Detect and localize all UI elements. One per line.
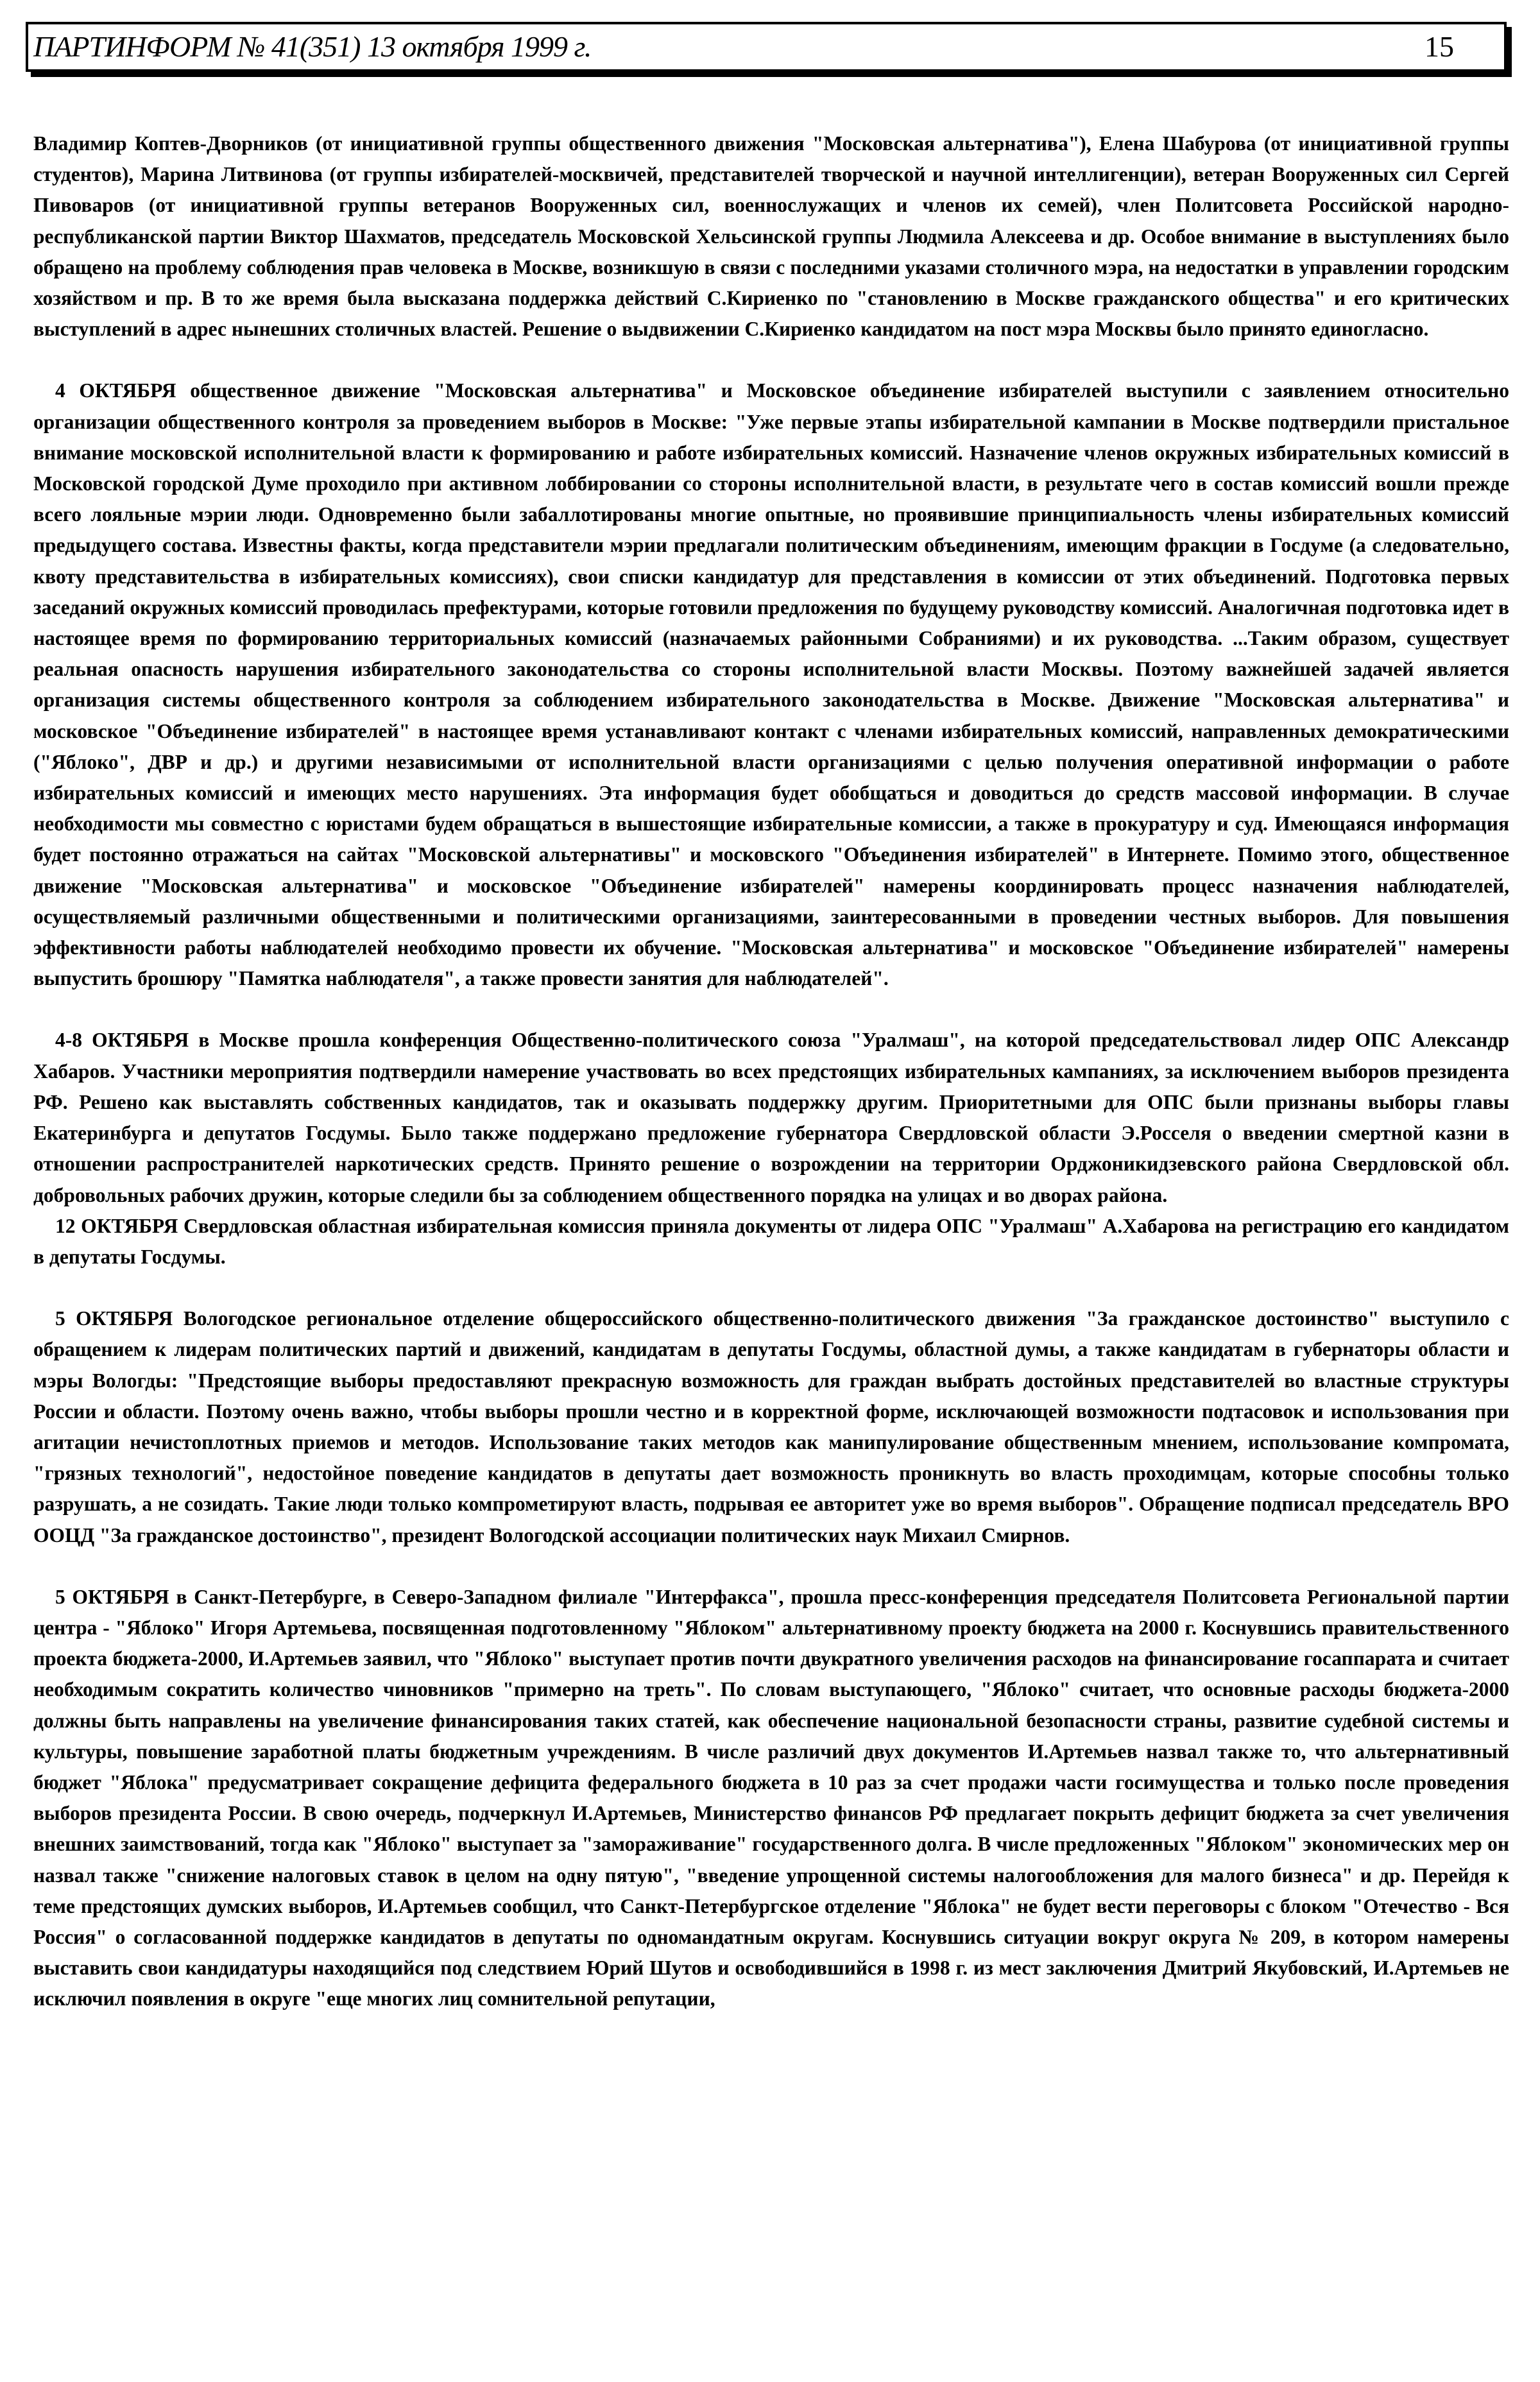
- paragraph-candidates: Владимир Коптев-Дворников (от инициативной группы общественного движения "Московская альтернатива"), Елена Шабурова (от инициативной группы студентов), Марина Литвинова (от группы избирателей-москвичей, представителей творческой и научной интеллигенции), ветеран Вооруженных сил Сергей Пивоваров (от инициативной группы ветеранов Вооруженных сил, военнослужащих и членов их семей), член Политсовета Российской народно-республиканской партии Виктор Шахматов, председатель Московской Хельсинской группы Людмила Алексеева и др. Особое внимание в выступлениях было обращено на проблему соблюдения прав человека в Москве, возникшую в связи с последними указами столичного мэра, на недостатки в управлении городским хозяйством и пр. В то же время была высказана поддержка действий С.Кириенко по "становлению в Москве гражданского общества" и его критических выступлений в адрес нынешних столичных властей. Решение о выдвижении С.Кириенко кандидатом на пост мэра Москвы было принято единогласно.: [33, 132, 1509, 341]
- paragraph-oct5-vologda: 5 ОКТЯБРЯ Вологодское региональное отделение общероссийского общественно-политического движения "За гражданское достоинство" выступило с обращением к лидерам политических партий и движений, кандидатам в депутаты Госдумы, областной думы, а также кандидатам в губернаторы области и мэры Вологды: "Предстоящие выборы предоставляют прекрасную возможность для граждан выбрать достойных представителей во властные структуры России и области. Поэтому очень важно, чтобы выборы прошли честно и в корректной форме, исключающей возможности подтасовок и использования при агитации нечистоплотных приемов и методов. Использование таких методов как манипулирование общественным мнением, использование компромата, "грязных технологий", недостойное поведение кандидатов в депутаты дает возможность проникнуть во власть проходимцам, которые способны только разрушать, а не созидать. Такие люди только компрометируют власть, подрывая ее авторитет уже во время выборов". Обращение подписал председатель ВРО ООЦД "За гражданское достоинство", президент Вологодской ассоциации политических наук Михаил Смирнов.: [33, 1307, 1509, 1547]
- paragraph-oct4-moscow-alternative: 4 ОКТЯБРЯ общественное движение "Московская альтернатива" и Московское объединение избирателей выступили с заявлением относительно организации общественного контроля за проведением выборов в Москве: "Уже первые этапы избирательной кампании в Москве подтвердили пристальное внимание московской исполнительной власти к формированию и работе избирательных комиссий. Назначение членов окружных избирательных комиссий в Московской городской Думе проходило при активном лоббировании со стороны исполнительной власти, в результате чего в состав комиссий вошли прежде всего лояльные мэрии люди. Одновременно были забаллотированы многие опытные, но проявившие принципиальность члены избирательных комиссий предыдущего состава. Известны факты, когда представители мэрии предлагали политическим объединениям, имеющим фракции в Госдуме (а следовательно, квоту представительства в избирательных комиссиях), свои списки кандидатур для представления в комиссии от этих объединений. Подготовка первых заседаний окружных комиссий проводилась префектурами, которые готовили предложения по будущему руководству комиссий. Аналогичная подготовка идет в настоящее время по формированию территориальных комиссий (назначаемых районными Собраниями) и их руководства. ...Таким образом, существует реальная опасность нарушения избирательного законодательства со стороны исполнительной власти Москвы. Поэтому важнейшей задачей является организация системы общественного контроля за соблюдением избирательного законодательства в Москве. Движение "Московская альтернатива" и московское "Объединение избирателей" в настоящее время устанавливают контакт с членами избирательных комиссий, направленных демократическими ("Яблоко", ДВР и др.) и другими независимыми от исполнительной власти организациями с целью получения оперативной информации о работе избирательных комиссий и имеющих место нарушениях. Эта информация будет обобщаться и доводиться до средств массовой информации. В случае необходимости мы совместно с юристами будем обращаться в вышестоящие избирательные комиссии, а также в прокуратуру и суд. Имеющаяся информация будет постоянно отражаться на сайтах "Московской альтернативы" и московского "Объединения избирателей" в Интернете. Помимо этого, общественное движение "Московская альтернатива" и московское "Объединение избирателей" намерены координировать процесс назначения наблюдателей, осуществляемый различными общественными и политическими организациями, заинтересованными в проведении честных выборов. Для повышения эффективности работы наблюдателей необходимо провести их обучение. "Московская альтернатива" и московское "Объединение избирателей" намерены выпустить брошюру "Памятка наблюдателя", а также провести занятия для наблюдателей".: [33, 379, 1509, 990]
- page-number: 15: [1425, 30, 1454, 63]
- paragraph-oct5-yabloko: 5 ОКТЯБРЯ в Санкт-Петербурге, в Северо-Западном филиале "Интерфакса", прошла пресс-конференция председателя Политсовета Региональной партии центра - "Яблоко" Игоря Артемьева, посвященная подготовленному "Яблоком" альтернативному проекту бюджета на 2000 г. Коснувшись правительственного проекта бюджета-2000, И.Артемьев заявил, что "Яблоко" выступает против почти двукратного увеличения расходов на финансирование госаппарата и считает необходимым сократить количество чиновников "примерно на треть". По словам выступающего, "Яблоко" считает, что основные расходы бюджета-2000 должны быть направлены на увеличение финансирования таких статей, как обеспечение национальной безопасности страны, развитие судебной системы и культуры, повышение заработной платы бюджетным учреждениям. В числе различий двух документов И.Артемьев назвал также то, что альтернативный бюджет "Яблока" предусматривает сокращение дефицита федерального бюджета в 10 раз за счет продажи части госимущества и только после проведения выборов президента России. В свою очередь, подчеркнул И.Артемьев, Министерство финансов РФ предлагает покрыть дефицит бюджета за счет увеличения внешних заимствований, тогда как "Яблоко" выступает за "замораживание" государственного долга. В числе предложенных "Яблоком" экономических мер он назвал также "снижение налоговых ставок в целом на одну пятую", "введение упрощенной системы налогообложения для малого бизнеса" и др. Перейдя к теме предстоящих думских выборов, И.Артемьев сообщил, что Санкт-Петербургское отделение "Яблока" не будет вести переговоры с блоком "Отечество - Вся Россия" о согласованной поддержке кандидатов в депутаты по одномандатным округам. Коснувшись ситуации вокруг округа № 209, в котором намерены выставить свои кандидатуры находящийся под следствием Юрий Шутов и освободившийся в 1998 г. из мест заключения Дмитрий Якубовский, И.Артемьев не исключил появления в округе "еще многих лиц сомнительной репутации,: [33, 1585, 1509, 2010]
- paragraph-oct4-8-uralmash: 4-8 ОКТЯБРЯ в Москве прошла конференция Общественно-политического союза "Уралмаш", на которой председательствовал лидер ОПС Александр Хабаров. Участники мероприятия подтвердили намерение участвовать во всех предстоящих избирательных кампаниях, за исключением выборов президента РФ. Решено как выставлять собственных кандидатов, так и оказывать поддержку другим. Приоритетными для ОПС были признаны выборы главы Екатеринбурга и депутатов Госдумы. Было также поддержано предложение губернатора Свердловской области Э.Росселя о введении смертной казни в отношении распространителей наркотических средств. Принято решение о возрождении на территории Орджоникидзевского района Свердловской обл. добровольных рабочих дружин, которые следили бы за соблюдением общественного порядка на улицах и во дворах района.: [33, 1029, 1509, 1206]
- article-body: [33, 128, 1509, 2015]
- paragraph-oct12-registration: 12 ОКТЯБРЯ Свердловская областная избирательная комиссия приняла документы от лидера ОПС "Уралмаш" А.Хабарова на регистрацию его кандидатом в депутаты Госдумы.: [33, 1214, 1509, 1268]
- publication-title: ПАРТИНФОРМ № 41(351) 13 октября 1999 г.: [33, 30, 592, 63]
- page-header: [26, 22, 1507, 72]
